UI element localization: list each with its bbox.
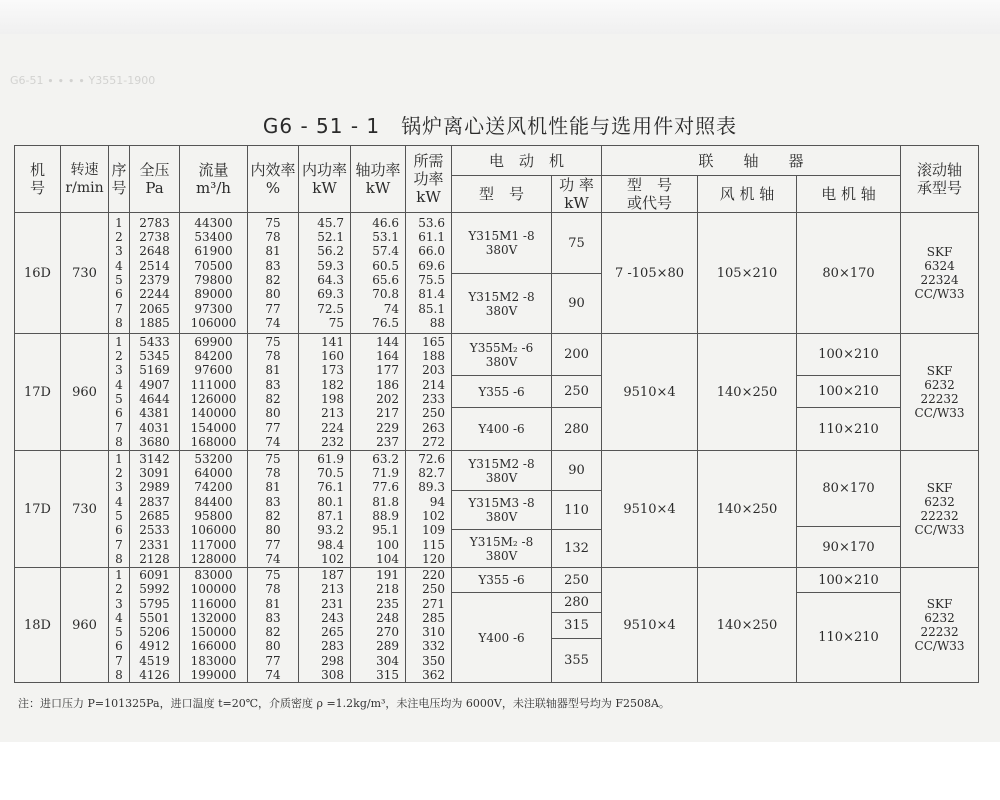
header-inner-efficiency: 内效率 % [248, 146, 299, 213]
bleed-through-text: G6-51 ∙ ∙ ∙ ∙ Y3551-1900 [10, 74, 156, 87]
cell-efficiency: 75 78 81 83 82 80 77 74 [248, 213, 299, 334]
cell-bearing: SKF 6232 22232 CC/W33 [901, 568, 979, 683]
table-row [15, 451, 979, 491]
cell-efficiency: 75 78 81 83 82 80 77 74 [248, 451, 299, 568]
cell-seq: 1 2 3 4 5 6 7 8 [109, 334, 130, 451]
header-motor-type: 型 号 [452, 176, 552, 213]
header-pressure: 全压 Pa [130, 146, 180, 213]
cell-motor-power: 110 [552, 491, 602, 530]
cell-motor-power: 200 [552, 334, 602, 376]
cell-motor-type: Y315M2 -8 380V [452, 274, 552, 334]
cell-motor-power: 315 [552, 613, 602, 639]
cell-speed: 960 [61, 334, 109, 451]
cell-efficiency: 75 78 81 83 82 80 77 74 [248, 334, 299, 451]
table-footnote: 注：进口压力 P=101325Pa，进口温度 t=20℃，介质密度 ρ =1.2kg/m³，未注电压均为 6000V，未注联轴器型号均为 F2508A。 [18, 697, 670, 710]
cell-fan-shaft: 140×250 [698, 568, 797, 683]
cell-motor-power: 250 [552, 376, 602, 408]
cell-coupling-model: 7 -105×80 [602, 213, 698, 334]
cell-coupling-model: 9510×4 [602, 568, 698, 683]
cell-fan-shaft: 140×250 [698, 451, 797, 568]
cell-shaft-power: 63.2 71.9 77.6 81.8 88.9 95.1 100 104 [351, 451, 406, 568]
cell-machine: 18D [15, 568, 61, 683]
cell-fan-shaft: 140×250 [698, 334, 797, 451]
cell-speed: 960 [61, 568, 109, 683]
cell-coupling-model: 9510×4 [602, 451, 698, 568]
cell-motor-shaft: 80×170 [797, 213, 901, 334]
header-flow: 流量 m³/h [180, 146, 248, 213]
header-seq: 序 号 [109, 146, 130, 213]
cell-motor-shaft: 100×210 [797, 334, 901, 376]
cell-speed: 730 [61, 451, 109, 568]
header-fan-shaft: 风 机 轴 [698, 176, 797, 213]
cell-flow: 53200 64000 74200 84400 95800 106000 117000 128000 [180, 451, 248, 568]
cell-seq: 1 2 3 4 5 6 7 8 [109, 568, 130, 683]
header-shaft-power: 轴功率 kW [351, 146, 406, 213]
cell-inner-power: 187 213 231 243 265 283 298 308 [299, 568, 351, 683]
cell-motor-power: 280 [552, 593, 602, 613]
cell-seq: 1 2 3 4 5 6 7 8 [109, 213, 130, 334]
cell-motor-power: 132 [552, 530, 602, 568]
table-title: G6 - 51 - 1 锅炉离心送风机性能与选用件对照表 [262, 114, 738, 138]
header-coupling-model: 型 号 或代号 [602, 176, 698, 213]
cell-motor-type: Y315M₂ -8 380V [452, 530, 552, 568]
cell-bearing: SKF 6232 22232 CC/W33 [901, 334, 979, 451]
cell-fan-shaft: 105×210 [698, 213, 797, 334]
header-motor-shaft: 电 机 轴 [797, 176, 901, 213]
table-row [15, 568, 979, 593]
cell-required-power: 72.6 82.7 89.3 94 102 109 115 120 [406, 451, 452, 568]
table-body [15, 213, 979, 683]
cell-bearing: SKF 6232 22232 CC/W33 [901, 451, 979, 568]
cell-motor-power: 90 [552, 451, 602, 491]
cell-required-power: 165 188 203 214 233 250 263 272 [406, 334, 452, 451]
cell-motor-shaft: 90×170 [797, 527, 901, 568]
cell-motor-shaft: 100×210 [797, 568, 901, 593]
cell-pressure: 2783 2738 2648 2514 2379 2244 2065 1885 [130, 213, 180, 334]
cell-flow: 83000 100000 116000 132000 150000 166000 183000 199000 [180, 568, 248, 683]
cell-shaft-power: 144 164 177 186 202 217 229 237 [351, 334, 406, 451]
header-machine-no: 机 号 [15, 146, 61, 213]
cell-flow: 44300 53400 61900 70500 79800 89000 97300 106000 [180, 213, 248, 334]
header-inner-power: 内功率 kW [299, 146, 351, 213]
table-row [15, 213, 979, 274]
cell-motor-type: Y355 -6 [452, 376, 552, 408]
cell-speed: 730 [61, 213, 109, 334]
cell-required-power: 53.6 61.1 66.0 69.6 75.5 81.4 85.1 88 [406, 213, 452, 334]
fan-performance-table [14, 145, 979, 683]
photo-background-bottom [0, 742, 1000, 800]
cell-motor-power: 250 [552, 568, 602, 593]
cell-pressure: 5433 5345 5169 4907 4644 4381 4031 3680 [130, 334, 180, 451]
cell-machine: 16D [15, 213, 61, 334]
cell-motor-type: Y355M₂ -6 380V [452, 334, 552, 376]
cell-motor-shaft: 100×210 [797, 376, 901, 408]
cell-pressure: 3142 3091 2989 2837 2685 2533 2331 2128 [130, 451, 180, 568]
header-bearing: 滚动轴 承型号 [901, 146, 979, 213]
cell-shaft-power: 191 218 235 248 270 289 304 315 [351, 568, 406, 683]
header-speed: 转速 r/min [61, 146, 109, 213]
cell-motor-shaft: 80×170 [797, 451, 901, 527]
header-motor-power: 功 率 kW [552, 176, 602, 213]
table-header [15, 146, 979, 213]
cell-bearing: SKF 6324 22324 CC/W33 [901, 213, 979, 334]
cell-machine: 17D [15, 451, 61, 568]
header-motor-group: 电 动 机 [452, 146, 602, 176]
cell-pressure: 6091 5992 5795 5501 5206 4912 4519 4126 [130, 568, 180, 683]
cell-motor-type: Y400 -6 [452, 593, 552, 683]
cell-motor-type: Y315M1 -8 380V [452, 213, 552, 274]
cell-coupling-model: 9510×4 [602, 334, 698, 451]
cell-motor-power: 75 [552, 213, 602, 274]
cell-seq: 1 2 3 4 5 6 7 8 [109, 451, 130, 568]
header-coupling-group: 联 轴 器 [602, 146, 901, 176]
cell-motor-type: Y400 -6 [452, 408, 552, 451]
cell-motor-type: Y315M2 -8 380V [452, 451, 552, 491]
cell-motor-power: 90 [552, 274, 602, 334]
photo-background-top [0, 0, 1000, 34]
cell-shaft-power: 46.6 53.1 57.4 60.5 65.6 70.8 74 76.5 [351, 213, 406, 334]
cell-inner-power: 61.9 70.5 76.1 80.1 87.1 93.2 98.4 102 [299, 451, 351, 568]
cell-motor-shaft: 110×210 [797, 593, 901, 683]
cell-inner-power: 141 160 173 182 198 213 224 232 [299, 334, 351, 451]
cell-motor-shaft: 110×210 [797, 408, 901, 451]
cell-machine: 17D [15, 334, 61, 451]
cell-efficiency: 75 78 81 83 82 80 77 74 [248, 568, 299, 683]
cell-flow: 69900 84200 97600 111000 126000 140000 154000 168000 [180, 334, 248, 451]
cell-motor-power: 355 [552, 639, 602, 683]
header-required-power: 所需 功率 kW [406, 146, 452, 213]
cell-motor-power: 280 [552, 408, 602, 451]
cell-required-power: 220 250 271 285 310 332 350 362 [406, 568, 452, 683]
cell-motor-type: Y315M3 -8 380V [452, 491, 552, 530]
cell-motor-type: Y355 -6 [452, 568, 552, 593]
table-row [15, 334, 979, 376]
cell-inner-power: 45.7 52.1 56.2 59.3 64.3 69.3 72.5 75 [299, 213, 351, 334]
